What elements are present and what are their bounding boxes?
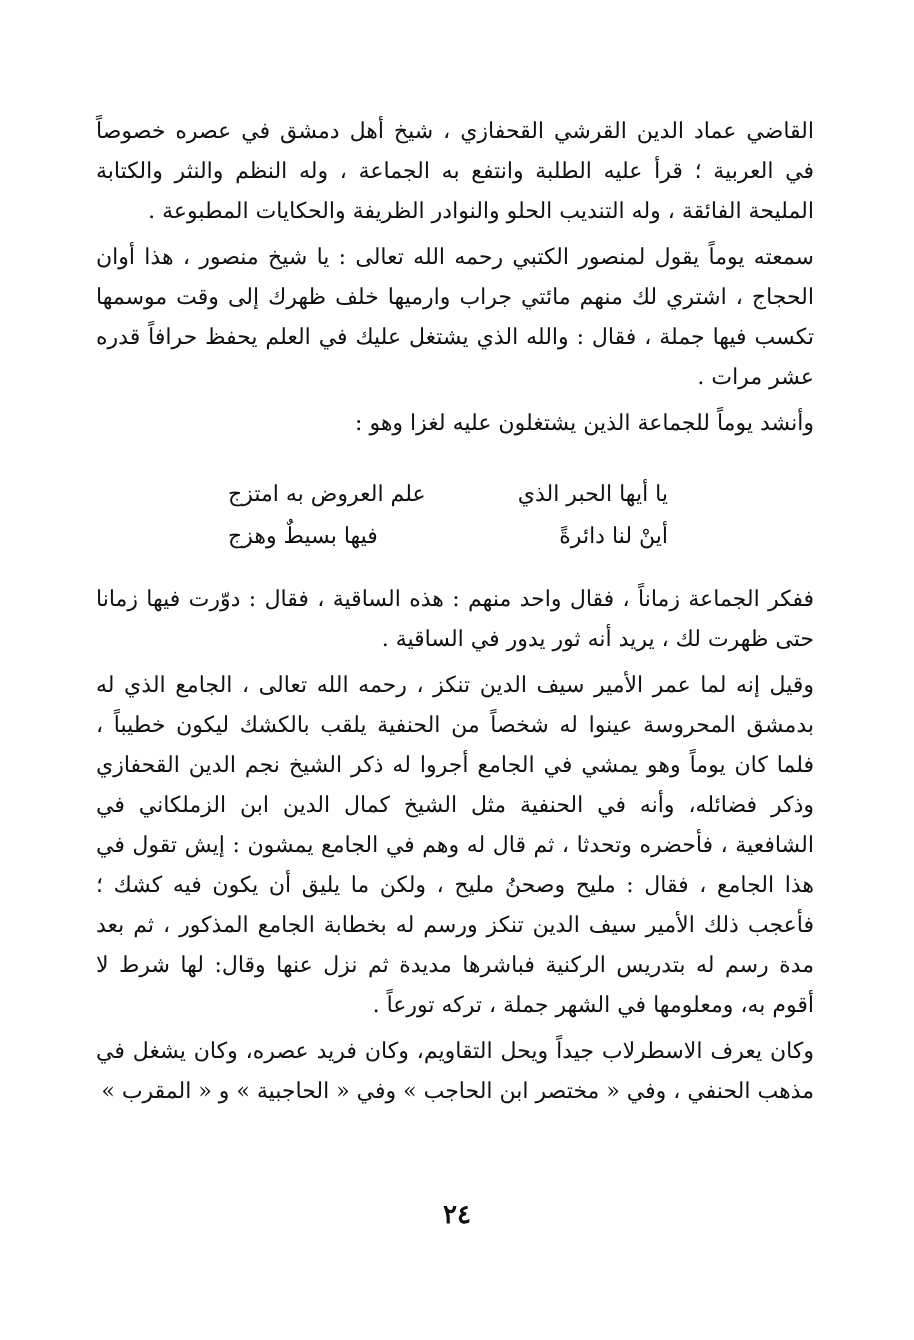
paragraph-qadi-imad: القاضي عماد الدين القرشي القحفازي ، شيخ أهل دمشق في عصره خصوصاً في العربية ؛ قرأ عليه الطلبة وانتفع به الجماعة ، وله النظم والنثر والكتابة المليحة الفائقة ، وله التنديب الحلو والنوادر الظريفة والحكايات المطبوعة . — [96, 119, 814, 224]
riddle-poem — [228, 474, 668, 558]
verse-second-hemistich: علم العروض به امتزج — [228, 482, 426, 507]
verse-second-hemistich: فيها بسيطٌ وهزج — [228, 524, 378, 549]
paragraph-tankiz-mosque: وقيل إنه لما عمر الأمير سيف الدين تنكز ، رحمه الله تعالى ، الجامع الذي له بدمشق المحروسة عينوا له شخصاً من الحنفية يلقب بالكشك ليكون خطيباً ، فلما كان يوماً وهو يمشي في الجامع أجروا له ذكر الشيخ نجم الدين القحفازي وذكر فضائله، وأنه في الحنفية مثل الشيخ كمال الدين ابن الزملكاني في الشافعية ، فأحضره وتحدثا ، ثم قال له وهم في الجامع يمشون : إيش تقول في هذا الجامع ، فقال : مليح وصحنُ مليح ، ولكن ما يليق أن يكون فيه كشك ؛ فأعجب ذلك الأمير سيف الدين تنكز ورسم له بخطابة الجامع المذكور ، ثم بعد مدة رسم له بتدريس الركنية فباشرها مديدة ثم نزل عنها وقال: لها شرط لا أقوم به، ومعلومها في الشهر جملة ، تركه تورعاً . — [96, 673, 814, 1018]
poem-verse — [228, 474, 668, 516]
book-page — [96, 112, 814, 1292]
verse-first-hemistich: يا أيها الحبر الذي — [517, 482, 668, 507]
poem-verse — [228, 516, 668, 558]
paragraph-riddle-intro: وأنشد يوماً للجماعة الذين يشتغلون عليه لغزا وهو : — [355, 411, 814, 436]
paragraph-saqiya: ففكر الجماعة زماناً ، فقال واحد منهم : هذه الساقية ، فقال : دوّرت فيها زمانا حتى ظهرت لك ، يريد أنه ثور يدور في الساقية . — [96, 587, 814, 652]
paragraph-astrolabe: وكان يعرف الاسطرلاب جيداً ويحل التقاويم، وكان فريد عصره، وكان يشغل في مذهب الحنفي ، وفي « مختصر ابن الحاجب » وفي « الحاجبية » و « المقرب » — [96, 1039, 814, 1104]
paragraph-mansour: سمعته يوماً يقول لمنصور الكتبي رحمه الله تعالى : يا شيخ منصور ، هذا أوان الحجاج ، اشتري لك منهم مائتي جراب وارميها خلف ظهرك إلى وقت موسمها تكسب فيها جملة ، فقال : والله الذي يشتغل عليك في العلم يحفظ حرافاً قدره عشر مرات . — [96, 245, 814, 390]
verse-first-hemistich: أينْ لنا دائرةً — [559, 524, 668, 549]
page-number: ٢٤ — [443, 1200, 471, 1230]
